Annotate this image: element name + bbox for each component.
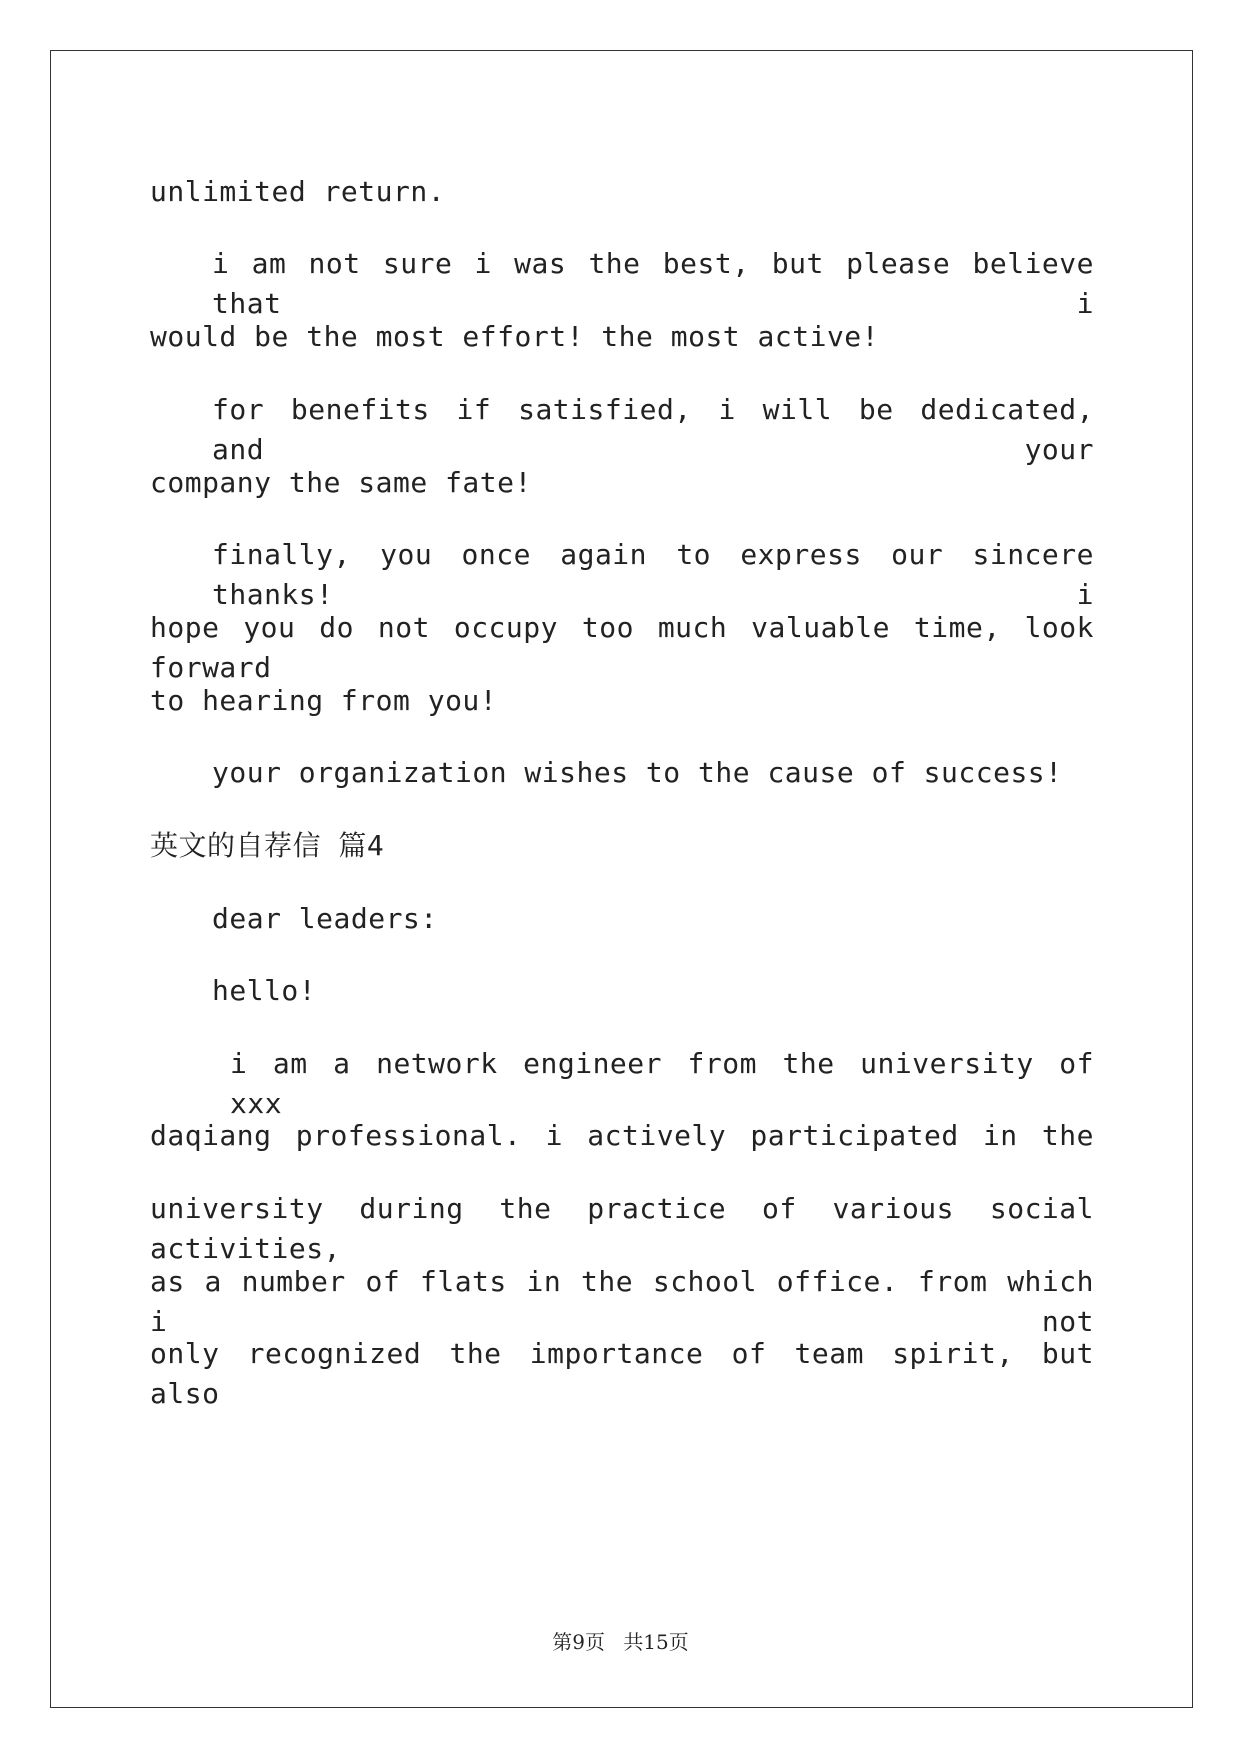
text-line: would be the most effort! the most active! — [150, 320, 880, 353]
text-line: for benefits if satisfied, i will be dedicated, and your — [212, 393, 1094, 466]
page-number: 第9页 — [552, 1630, 605, 1654]
page-total: 共15页 — [623, 1630, 689, 1654]
text-line: finally, you once again to express our sincere thanks! i — [212, 538, 1094, 611]
text-line: to hearing from you! — [150, 684, 498, 717]
text-line: hope you do not occupy too much valuable time, look forward — [150, 611, 1094, 684]
text-line: i am not sure i was the best, but please believe that i — [212, 247, 1094, 320]
section-heading: 英文的自荐信 篇4 — [150, 829, 385, 862]
text-line: dear leaders: — [212, 902, 438, 935]
text-line: daqiang professional. i actively participated in the — [150, 1119, 1094, 1152]
text-line: your organization wishes to the cause of success! — [212, 756, 1063, 789]
text-line: as a number of flats in the school office. from which i not — [150, 1265, 1094, 1338]
text-line: hello! — [212, 974, 317, 1007]
text-line: university during the practice of various social activities, — [150, 1192, 1094, 1265]
text-line: i am a network engineer from the university of xxx — [230, 1047, 1094, 1120]
text-line: unlimited return. — [150, 175, 446, 208]
page-footer — [0, 1626, 1241, 1655]
text-line: only recognized the importance of team spirit, but also — [150, 1337, 1094, 1410]
text-line: company the same fate! — [150, 466, 532, 499]
